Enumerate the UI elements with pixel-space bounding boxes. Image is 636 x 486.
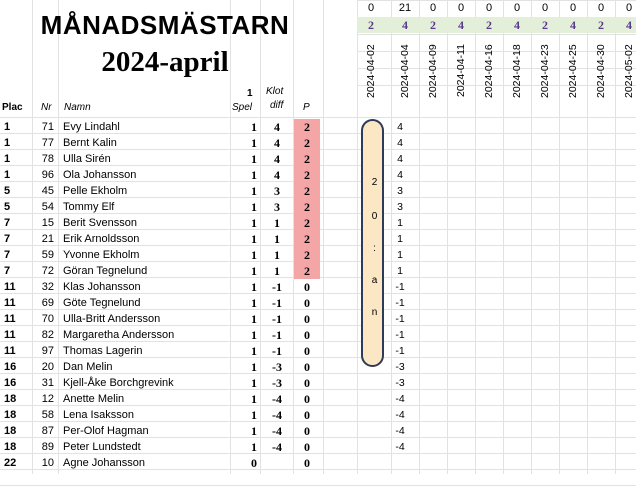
plac-header: Plac: [2, 102, 23, 113]
klot-header-line2: diff: [270, 100, 284, 111]
klotdiff-cell[interactable]: 1: [274, 232, 280, 246]
table-row[interactable]: [0, 151, 636, 167]
name-cell[interactable]: Ola Johansson: [63, 169, 137, 181]
note-char: a: [371, 275, 378, 286]
date-header[interactable]: 2024-04-25: [567, 44, 579, 98]
name-cell[interactable]: Agne Johansson: [63, 457, 145, 469]
points-cell[interactable]: 2: [294, 231, 320, 247]
klot-header-line1: Klot: [266, 86, 284, 97]
points-cell[interactable]: 0: [304, 392, 310, 406]
round-result-cell[interactable]: 1: [397, 233, 403, 245]
namn-header: Namn: [64, 102, 91, 113]
grid-hline: [357, 0, 636, 1]
klotdiff-cell[interactable]: -1: [272, 296, 282, 310]
top-value-row1: 21: [398, 2, 412, 14]
name-cell[interactable]: Per-Olof Hagman: [63, 425, 149, 437]
grid-hline: [357, 34, 636, 35]
klotdiff-cell[interactable]: -1: [272, 328, 282, 342]
round-result-cell[interactable]: -1: [395, 345, 405, 357]
sheet-subtitle: 2024-april: [101, 46, 229, 78]
klotdiff-cell[interactable]: -4: [272, 392, 282, 406]
table-row[interactable]: [0, 263, 636, 279]
table-row[interactable]: [0, 455, 636, 471]
name-cell[interactable]: Erik Arnoldsson: [63, 233, 140, 245]
points-cell[interactable]: 0: [304, 456, 310, 470]
round-result-cell[interactable]: 3: [397, 185, 403, 197]
spel-cell[interactable]: 1: [251, 168, 257, 182]
date-header[interactable]: 2024-04-02: [365, 44, 377, 98]
table-row[interactable]: [0, 311, 636, 327]
spel-cell[interactable]: 1: [251, 120, 257, 134]
plac-cell[interactable]: 1: [4, 153, 11, 165]
round-result-cell[interactable]: -1: [395, 329, 405, 341]
note-char: 2: [371, 177, 378, 188]
spel-cell[interactable]: 1: [251, 136, 257, 150]
plac-cell[interactable]: 5: [4, 201, 11, 213]
points-cell[interactable]: 2: [294, 135, 320, 151]
top-value-row2: 2: [486, 18, 492, 32]
round-result-cell[interactable]: 4: [397, 137, 403, 149]
name-cell[interactable]: Pelle Ekholm: [63, 185, 128, 197]
nr-header: Nr: [41, 102, 52, 113]
date-header[interactable]: 2024-04-23: [539, 44, 551, 98]
name-cell[interactable]: Thomas Lagerin: [63, 345, 143, 357]
round-result-cell[interactable]: -1: [395, 281, 405, 293]
points-cell[interactable]: 0: [304, 424, 310, 438]
top-value-row2: 4: [626, 18, 632, 32]
plac-cell[interactable]: 5: [4, 185, 11, 197]
round-result-cell[interactable]: 1: [397, 249, 403, 261]
table-row[interactable]: [0, 279, 636, 295]
spel-cell[interactable]: 1: [251, 264, 257, 278]
spel-cell[interactable]: 1: [251, 216, 257, 230]
round-result-cell[interactable]: -4: [395, 393, 405, 405]
klotdiff-cell[interactable]: -1: [272, 344, 282, 358]
klotdiff-cell[interactable]: -4: [272, 440, 282, 454]
points-cell[interactable]: 0: [304, 376, 310, 390]
date-header[interactable]: 2024-05-02: [623, 44, 635, 98]
games-count: 1: [247, 88, 253, 99]
round-result-cell[interactable]: 1: [397, 217, 403, 229]
table-row[interactable]: [0, 183, 636, 199]
name-cell[interactable]: Göran Tegnelund: [63, 265, 148, 277]
date-header[interactable]: 2024-04-04: [399, 44, 411, 98]
spel-cell[interactable]: 1: [251, 248, 257, 262]
round-result-cell[interactable]: -4: [395, 409, 405, 421]
nr-cell[interactable]: 59: [41, 249, 54, 261]
round-result-cell[interactable]: -4: [395, 441, 405, 453]
points-cell[interactable]: 0: [304, 440, 310, 454]
nr-cell[interactable]: 54: [41, 201, 54, 213]
plac-cell[interactable]: 11: [4, 297, 16, 309]
table-row[interactable]: [0, 439, 636, 455]
nr-cell[interactable]: 32: [41, 281, 54, 293]
table-row[interactable]: [0, 215, 636, 231]
spel-cell[interactable]: 1: [251, 152, 257, 166]
spel-cell[interactable]: 1: [251, 440, 257, 454]
top-value-row1: 0: [485, 2, 493, 14]
points-cell[interactable]: 0: [304, 296, 310, 310]
name-cell[interactable]: Dan Melin: [63, 361, 113, 373]
name-cell[interactable]: Yvonne Ekholm: [63, 249, 140, 261]
spel-cell[interactable]: 1: [251, 328, 257, 342]
klotdiff-cell[interactable]: 4: [274, 168, 280, 182]
points-cell[interactable]: 2: [294, 183, 320, 199]
name-cell[interactable]: Göte Tegnelund: [63, 297, 141, 309]
spel-cell[interactable]: 1: [251, 184, 257, 198]
table-row[interactable]: [0, 343, 636, 359]
klotdiff-cell[interactable]: 1: [274, 216, 280, 230]
round-result-cell[interactable]: 3: [397, 201, 403, 213]
klotdiff-cell[interactable]: -3: [272, 376, 282, 390]
round-result-cell[interactable]: 1: [397, 265, 403, 277]
spel-cell[interactable]: 1: [251, 408, 257, 422]
nr-cell[interactable]: 10: [41, 457, 54, 469]
top-value-row1: 0: [597, 2, 605, 14]
table-row[interactable]: [0, 295, 636, 311]
top-value-row1: 0: [625, 2, 633, 14]
klotdiff-cell[interactable]: -3: [272, 360, 282, 374]
nr-cell[interactable]: 21: [41, 233, 54, 245]
spel-cell[interactable]: 1: [251, 232, 257, 246]
plac-cell[interactable]: 16: [4, 361, 17, 373]
round-result-cell[interactable]: -1: [395, 297, 405, 309]
date-header[interactable]: 2024-04-09: [427, 44, 439, 98]
nr-cell[interactable]: 20: [41, 361, 54, 373]
round-result-cell[interactable]: -4: [395, 425, 405, 437]
plac-cell[interactable]: 18: [4, 425, 17, 437]
plac-cell[interactable]: 22: [4, 457, 17, 469]
klotdiff-cell[interactable]: 3: [274, 200, 280, 214]
points-cell[interactable]: 0: [304, 408, 310, 422]
table-row[interactable]: [0, 231, 636, 247]
klotdiff-cell[interactable]: 4: [274, 136, 280, 150]
plac-cell[interactable]: 18: [4, 441, 17, 453]
spel-cell[interactable]: 1: [251, 376, 257, 390]
round-result-cell[interactable]: -1: [395, 313, 405, 325]
nr-cell[interactable]: 70: [41, 313, 54, 325]
spel-cell[interactable]: 1: [251, 344, 257, 358]
note-char: :: [373, 243, 376, 254]
round-result-cell[interactable]: -3: [395, 361, 405, 373]
name-cell[interactable]: Lena Isaksson: [63, 409, 134, 421]
cancelled-note: [361, 119, 384, 367]
plac-cell[interactable]: 18: [4, 393, 17, 405]
points-cell[interactable]: 2: [294, 199, 320, 215]
name-cell[interactable]: Kjell-Åke Borchgrevink: [63, 377, 174, 389]
points-cell[interactable]: 0: [304, 312, 310, 326]
points-cell[interactable]: 0: [304, 344, 310, 358]
klotdiff-cell[interactable]: -4: [272, 408, 282, 422]
spel-cell[interactable]: 0: [251, 456, 257, 470]
round-result-cell[interactable]: -3: [395, 377, 405, 389]
klotdiff-cell[interactable]: 3: [274, 184, 280, 198]
top-value-row2: 2: [542, 18, 548, 32]
spel-cell[interactable]: 1: [251, 280, 257, 294]
table-row[interactable]: [0, 359, 636, 375]
top-value-row2: 2: [430, 18, 436, 32]
klotdiff-cell[interactable]: 1: [274, 248, 280, 262]
plac-cell[interactable]: 1: [4, 137, 11, 149]
date-header[interactable]: 2024-04-18: [511, 44, 523, 98]
name-cell[interactable]: Bernt Kalin: [63, 137, 117, 149]
plac-cell[interactable]: 7: [4, 217, 11, 229]
spel-cell[interactable]: 1: [251, 296, 257, 310]
spel-header: Spel: [232, 102, 253, 113]
klotdiff-cell[interactable]: -1: [272, 312, 282, 326]
top-value-row2: 4: [514, 18, 520, 32]
nr-cell[interactable]: 72: [41, 265, 54, 277]
points-cell[interactable]: 0: [304, 360, 310, 374]
nr-cell[interactable]: 45: [41, 185, 54, 197]
points-cell[interactable]: 0: [304, 280, 310, 294]
plac-cell[interactable]: 18: [4, 409, 17, 421]
plac-cell[interactable]: 11: [4, 281, 16, 293]
plac-cell[interactable]: 7: [4, 233, 11, 245]
nr-cell[interactable]: 12: [41, 393, 54, 405]
nr-cell[interactable]: 82: [41, 329, 54, 341]
nr-cell[interactable]: 69: [41, 297, 54, 309]
klotdiff-cell[interactable]: 4: [274, 152, 280, 166]
name-cell[interactable]: Evy Lindahl: [63, 121, 120, 133]
round-result-cell[interactable]: 4: [397, 153, 403, 165]
plac-cell[interactable]: 7: [4, 265, 11, 277]
klotdiff-cell[interactable]: -4: [272, 424, 282, 438]
name-cell[interactable]: Berit Svensson: [63, 217, 137, 229]
table-row[interactable]: [0, 391, 636, 407]
top-value-row1: 0: [513, 2, 521, 14]
plac-cell[interactable]: 1: [4, 169, 11, 181]
nr-cell[interactable]: 78: [41, 153, 54, 165]
spel-cell[interactable]: 1: [251, 424, 257, 438]
nr-cell[interactable]: 97: [41, 345, 54, 357]
top-value-row1: 0: [367, 2, 375, 14]
table-row[interactable]: [0, 375, 636, 391]
name-cell[interactable]: Ulla-Britt Andersson: [63, 313, 161, 325]
table-row[interactable]: [0, 199, 636, 215]
table-row[interactable]: [0, 247, 636, 263]
p-header: P: [303, 102, 310, 113]
plac-cell[interactable]: 1: [4, 121, 11, 133]
top-value-row2: 2: [598, 18, 604, 32]
plac-cell[interactable]: 11: [4, 345, 16, 357]
klotdiff-cell[interactable]: 4: [274, 120, 280, 134]
klotdiff-cell[interactable]: 1: [274, 264, 280, 278]
note-char: 0: [371, 211, 378, 222]
top-value-row1: 0: [569, 2, 577, 14]
top-value-row2: 4: [402, 18, 408, 32]
points-cell[interactable]: 2: [294, 167, 320, 183]
round-result-cell[interactable]: 4: [397, 121, 403, 133]
table-row[interactable]: [0, 407, 636, 423]
top-value-row1: 0: [429, 2, 437, 14]
name-cell[interactable]: Margaretha Andersson: [63, 329, 175, 341]
top-value-row2: 4: [458, 18, 464, 32]
top-value-row2: 4: [570, 18, 576, 32]
nr-cell[interactable]: 87: [41, 425, 54, 437]
points-cell[interactable]: 2: [294, 119, 320, 135]
spel-cell[interactable]: 1: [251, 312, 257, 326]
name-cell[interactable]: Ulla Sirén: [63, 153, 111, 165]
name-cell[interactable]: Tommy Elf: [63, 201, 115, 213]
table-row[interactable]: [0, 423, 636, 439]
nr-cell[interactable]: 96: [41, 169, 54, 181]
sheet-title: MÅNADSMÄSTARN: [40, 10, 290, 40]
table-row[interactable]: [0, 119, 636, 135]
date-header[interactable]: 2024-04-30: [595, 44, 607, 98]
points-cell[interactable]: 2: [294, 151, 320, 167]
round-result-cell[interactable]: 4: [397, 169, 403, 181]
nr-cell[interactable]: 15: [41, 217, 54, 229]
spel-cell[interactable]: 1: [251, 392, 257, 406]
nr-cell[interactable]: 89: [41, 441, 54, 453]
points-cell[interactable]: 2: [294, 263, 320, 279]
name-cell[interactable]: Peter Lundstedt: [63, 441, 141, 453]
points-cell[interactable]: 0: [304, 328, 310, 342]
name-cell[interactable]: Klas Johansson: [63, 281, 141, 293]
klotdiff-cell[interactable]: -1: [272, 280, 282, 294]
note-char: n: [371, 307, 378, 318]
nr-cell[interactable]: 58: [41, 409, 54, 421]
plac-cell[interactable]: 11: [4, 329, 16, 341]
points-cell[interactable]: 2: [294, 247, 320, 263]
plac-cell[interactable]: 16: [4, 377, 17, 389]
date-header[interactable]: 2024-04-16: [483, 44, 495, 98]
points-cell[interactable]: 2: [294, 215, 320, 231]
top-value-row1: 0: [541, 2, 549, 14]
plac-cell[interactable]: 11: [4, 313, 16, 325]
grid-hline: [0, 117, 636, 118]
spel-cell[interactable]: 1: [251, 200, 257, 214]
nr-cell[interactable]: 31: [41, 377, 54, 389]
nr-cell[interactable]: 71: [41, 121, 54, 133]
plac-cell[interactable]: 7: [4, 249, 11, 261]
date-header[interactable]: 2024-04-11: [455, 44, 467, 97]
top-value-row1: 0: [457, 2, 465, 14]
table-row[interactable]: [0, 135, 636, 151]
spel-cell[interactable]: 1: [251, 360, 257, 374]
name-cell[interactable]: Anette Melin: [63, 393, 125, 405]
table-row[interactable]: [0, 167, 636, 183]
table-row[interactable]: [0, 327, 636, 343]
nr-cell[interactable]: 77: [41, 137, 54, 149]
top-value-row2: 2: [368, 18, 374, 32]
